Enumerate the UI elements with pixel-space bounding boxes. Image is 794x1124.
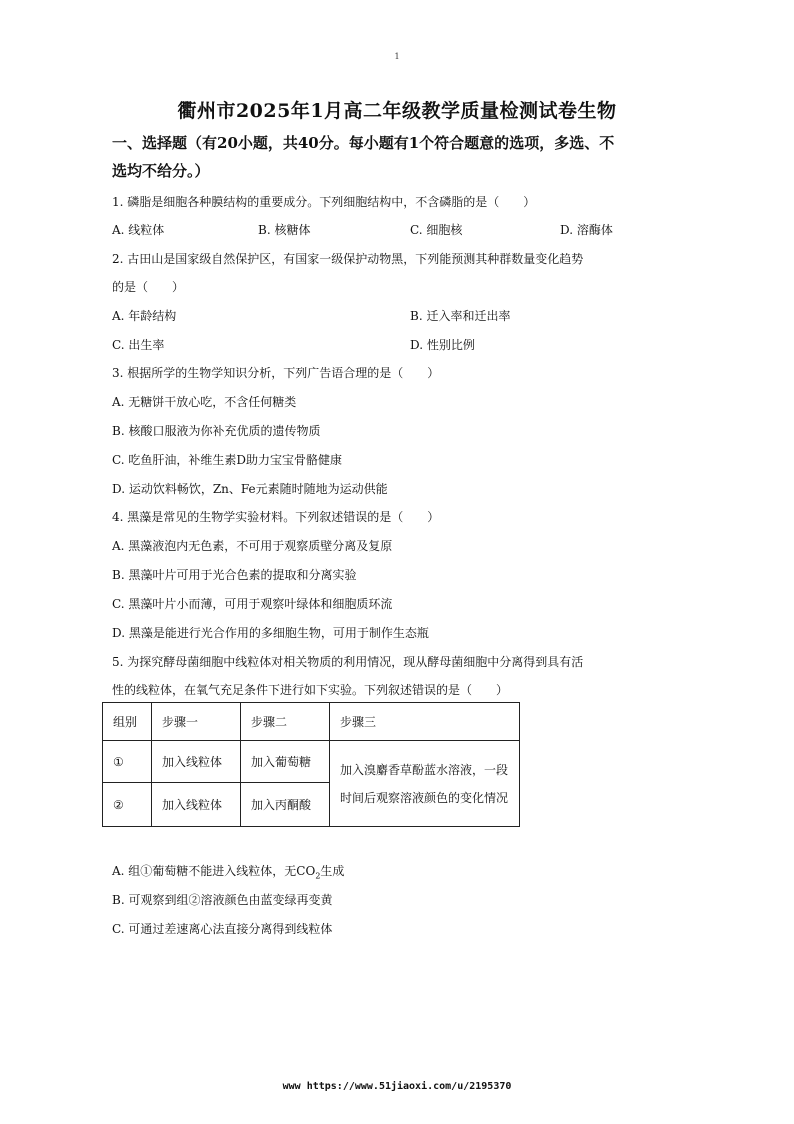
question-4-stem: 4. 黑藻是常见的生物学实验材料。下列叙述错误的是（ ） bbox=[112, 510, 440, 524]
question-5-stem-line2: 性的线粒体，在氧气充足条件下进行如下实验。下列叙述错误的是（ ） bbox=[112, 683, 509, 697]
page-title: 衢州市2025年1月高二年级教学质量检测试卷生物 bbox=[177, 100, 617, 122]
table-header-cell: 步骤三 bbox=[330, 703, 520, 741]
table-header-cell: 组别 bbox=[103, 703, 152, 741]
section-heading-line1: 一、选择题（有20小题，共40分。每小题有1个符合题意的选项，多选、不 bbox=[112, 134, 615, 152]
table-cell: ② bbox=[103, 783, 152, 827]
table-cell: 加入线粒体 bbox=[152, 783, 241, 827]
table-cell: ① bbox=[103, 741, 152, 783]
q1-option-b: B. 核糖体 bbox=[258, 223, 311, 237]
table-header-row bbox=[103, 703, 520, 741]
q5-option-a-subscript: 2 bbox=[315, 871, 321, 881]
q2-option-d: D. 性别比例 bbox=[410, 338, 475, 352]
q1-option-c: C. 细胞核 bbox=[410, 223, 463, 237]
question-3-stem: 3. 根据所学的生物学知识分析，下列广告语合理的是（ ） bbox=[112, 366, 440, 380]
footer-watermark-url: www https://www.51jiaoxi.com/u/2195370 bbox=[282, 1081, 512, 1092]
step3-text-line2: 时间后观察溶液颜色的变化情况 bbox=[340, 790, 509, 805]
q2-option-b: B. 迁入率和迁出率 bbox=[410, 309, 511, 323]
q5-option-c: C. 可通过差速离心法直接分离得到线粒体 bbox=[112, 922, 333, 936]
page-number: 1 bbox=[394, 52, 400, 61]
table-cell: 加入葡萄糖 bbox=[241, 741, 330, 783]
table-merged-cell bbox=[330, 741, 520, 827]
step3-text-line1: 加入溴麝香草酚蓝水溶液，一段 bbox=[340, 762, 509, 777]
experiment-table bbox=[102, 702, 520, 827]
question-2-stem-line1: 2. 古田山是国家级自然保护区，有国家一级保护动物黑，下列能预测其种群数量变化趋势 bbox=[112, 252, 584, 266]
table-header-cell: 步骤一 bbox=[152, 703, 241, 741]
q2-option-c: C. 出生率 bbox=[112, 338, 165, 352]
table-header-cell: 步骤二 bbox=[241, 703, 330, 741]
question-5-stem-line1: 5. 为探究酵母菌细胞中线粒体对相关物质的利用情况，现从酵母菌细胞中分离得到具有活 bbox=[112, 655, 584, 669]
question-1-stem: 1. 磷脂是细胞各种膜结构的重要成分。下列细胞结构中，不含磷脂的是（ ） bbox=[112, 195, 536, 209]
q3-option-c: C. 吃鱼肝油，补维生素D助力宝宝骨骼健康 bbox=[112, 453, 343, 467]
q4-option-d: D. 黑藻是能进行光合作用的多细胞生物，可用于制作生态瓶 bbox=[112, 626, 429, 640]
q5-option-a bbox=[112, 862, 344, 880]
section-heading-line2: 选均不给分。） bbox=[112, 162, 210, 180]
q3-option-b: B. 核酸口服液为你补充优质的遗传物质 bbox=[112, 424, 321, 438]
q1-option-a: A. 线粒体 bbox=[112, 223, 165, 237]
q3-option-d: D. 运动饮料畅饮，Zn、Fe元素随时随地为运动供能 bbox=[112, 482, 388, 496]
q5-option-a-suffix: 生成 bbox=[320, 864, 345, 878]
q5-option-b: B. 可观察到组②溶液颜色由蓝变绿再变黄 bbox=[112, 893, 333, 907]
table-row bbox=[103, 741, 520, 783]
q5-option-a-text: A. 组①葡萄糖不能进入线粒体，无CO bbox=[112, 864, 316, 878]
q4-option-b: B. 黑藻叶片可用于光合色素的提取和分离实验 bbox=[112, 568, 357, 582]
q1-option-d: D. 溶酶体 bbox=[560, 223, 613, 237]
q3-option-a: A. 无糖饼干放心吃，不含任何糖类 bbox=[112, 395, 297, 409]
table-cell: 加入线粒体 bbox=[152, 741, 241, 783]
question-2-stem-line2: 的是（ ） bbox=[112, 280, 185, 294]
q4-option-c: C. 黑藻叶片小而薄，可用于观察叶绿体和细胞质环流 bbox=[112, 597, 393, 611]
table-cell: 加入丙酮酸 bbox=[241, 783, 330, 827]
q2-option-a: A. 年龄结构 bbox=[112, 309, 177, 323]
q4-option-a: A. 黑藻液泡内无色素，不可用于观察质壁分离及复原 bbox=[112, 539, 393, 553]
